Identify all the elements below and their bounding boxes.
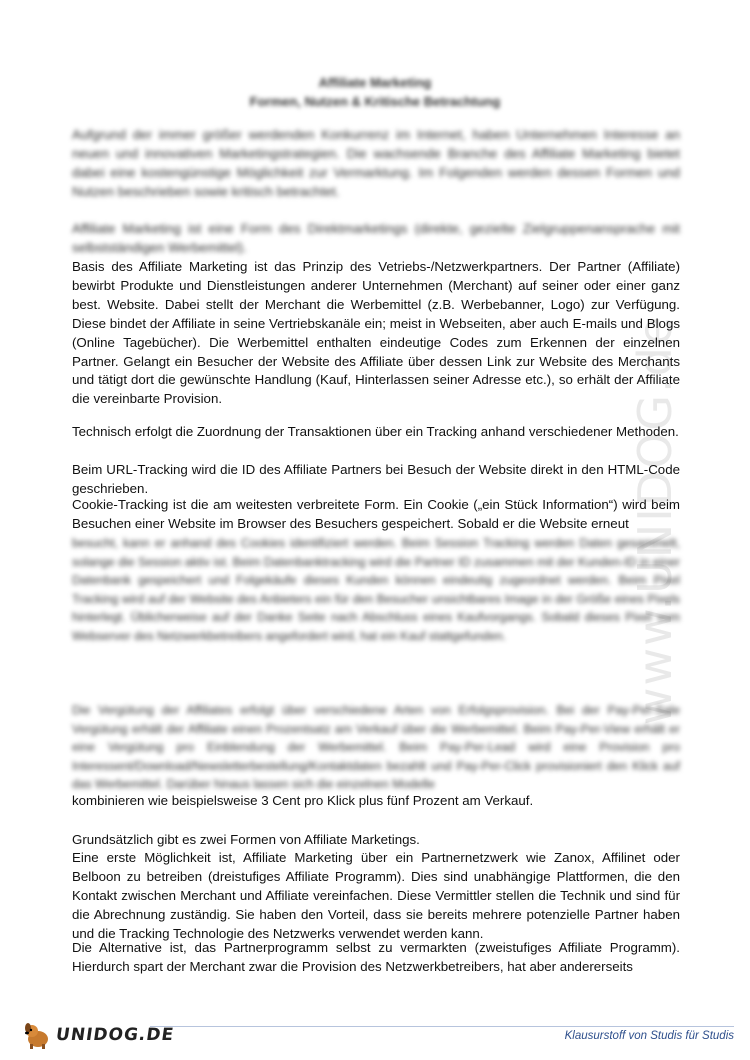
tracking-methods-paragraph: besucht, kann er anhand des Cookies identifiziert werden. Beim Session Tracking werden Daten gesammelt, solange die Session aktiv ist. Beim Datenbanktracking wird die Partner ID zusammen mit der Kunden-ID in einer Datenbank gespeichert und Folgekäufe dieses Kunden können eindeutig zugeordnet werden. Beim Pixel Tracking wird auf der Website des Anbieters ein für den Besucher unsichtbares Image in der Größe eines Pixels hinterlegt. Üblicherweise auf der Danke Seite nach Abschluss eines Kaufvorgangs. Sobald dieses Pixel vom Webserver des Netzwerkbetreibers angefordert wird, hat ein Kauf stattgefunden. [72,536,680,643]
document-subtitle: Formen, Nutzen & Kritische Betrachtung [249,94,501,109]
payment-clear-line: kombinieren wie beispielsweise 3 Cent pro Klick plus fünf Prozent am Verkauf. [72,793,534,808]
footer-divider [150,1026,734,1027]
payment-paragraph: Die Vergütung der Affiliates erfolgt über verschiedene Arten von Erfolgsprovision. Bei der Pay-Per-Sale Vergütung erhält der Affiliate einen Prozentsatz am Verkauf über die Werbemittel. Beim Pay-Per-View erhält er eine Vergütung pro Einblendung der Werbemittel. Beim Pay-Per-Lead wird eine Provision pro Interessent/Download/Newsletterbestellung/Kontaktdaten bezahlt und Pay-Per-Click provisioniert den Klick auf das Werbemittel. Darüber hinaus lassen sich die einzelnen Modelle [72,703,680,791]
document-page: www.UNIDOG.de Affiliate Marketing Formen, Nutzen & Kritische Betrachtung Aufgrund der immer größer werdenden Konkurrenz im Internet, haben Unternehmen Interesse an neuen und innovativen Marketingstrategien. Die wachsende Branche des Affiliate Marketing bietet dabei eine kostengünstige Möglichkeit zur Vermarktung. Im Folgenden werden dessen Formen und Nutzen beschrieben sowie kritisch betrachtet. Affiliate Marketing ist eine Form des Direktmarketings (direkte, gezielte Zielgruppenansprache mit selbstständigen Werbemittel). Basis des Affiliate Marketing ist das Prinzip des Vetriebs-/Netzwerkpartners. Der Partner (Affiliate) bewirbt Produkte und Dienstleistungen anderer Unternehmen (Merchant) auf seiner oder einer ganz best. Website. Dabei stellt der Merchant die Werbemittel (z.B. Werbebanner, Logo) zur Verfügung. Diese bindet der Affiliate in seine Vertriebskanäle ein; meist in Webseiten, aber auch E-mails und Blogs (Online Tagebücher). Die Werbemittel enthalten eindeutige Codes zum Erkennen der einzelnen Partner. Gelangt ein Besucher der Website des Affiliate über dessen Link zur Website des Merchants und tätigt dort die gewünschte Handlung (Kauf, Hinterlassen seiner Adresse etc.), so erhält der Affiliate die vereinbarte Provision. Technisch erfolgt die Zuordnung der Transaktionen über ein Tracking anhand verschiedener Methoden. Beim URL-Tracking wird die ID des Affiliate Partners bei Besuch der Website direkt in den HTML-Code geschrieben. Cookie-Tracking ist die am weitesten verbreitete Form. Ein Cookie („ein Stück Information“) wird beim Besuchen einer Website im Browser des Besuchers gespeichert. Sobald er die Website erneut besucht, kann er anhand des Cookies identifiziert werden. Beim Session Tracking werden Daten gesammelt, solange die Session aktiv ist. Beim Datenbanktracking wird die Partner ID zusammen mit der Kunden-ID in einer Datenbank gespeichert und Folgekäufe dieses Kunden können eindeutig zugeordnet werden. Beim Pixel Tracking wird auf der Website des Anbieters ein für den Besucher unsichtbares Image in der Größe eines Pixels hinterlegt. Üblicherweise auf der Danke Seite nach Abschluss eines Kaufvorgangs. Sobald dieses Pixel vom Webserver des Netzwerkbetreibers angefordert wird, hat ein Kauf stattgefunden. Die Vergütung der Affiliates erfolgt über verschiedene Arten von Erfolgsprovision. Bei der Pay-Per-Sale Vergütung erhält der Affiliate einen Prozentsatz am Verkauf über die Werbemittel. Beim Pay-Per-View erhält er eine Vergütung pro Einblendung der Werbemittel. Beim Pay-Per-Lead wird eine Provision pro Interessent/Download/Newsletterbestellung/Kontaktdaten bezahlt und Pay-Per-Click provisioniert den Klick auf das Werbemittel. Darüber hinaus lassen sich die einzelnen Modelle kombinieren wie beispielsweise 3 Cent pro Klick plus fünf Prozent am Verkauf. Grundsätzlich gibt es zwei Formen von Affiliate Marketings. Eine erste Möglichkeit ist, Affiliate Marketing über ein Partnernetzwerk wie Zanox, Affilinet oder Belboon zu betreiben (dreistufiges Affiliate Programm). Dies sind unabhängige Plattformen, die den Kontakt zwischen Merchant und Affiliate vereinfachen. Diese Vermittler stellen die Technik und sind für die Abrechnung zuständig. Sie haben den Vorteil, dass sie bereits mehrere potenzielle Partner haben und die Tracking Technologie des Netzwerks verwendet werden kann. Die Alternative ist, das Partnerprogramm selbst zu vermarkten (zweistufiges Affiliate Programm). Hierdurch spart der Merchant zwar die Provision des Netzwerkbetreibers, hat aber andererseits UNIDOG.DE Klausurstoff von Studis für Studis [0,0,750,1060]
intro-paragraph: Aufgrund der immer größer werdenden Konkurrenz im Internet, haben Unternehmen Interesse an neuen und innovativen Marketingstrategien. Die wachsende Branche des Affiliate Marketing bietet dabei eine kostengünstige Möglichkeit zur Vermarktung. Im Folgenden werden dessen Formen und Nutzen beschrieben sowie kritisch betrachtet. [72,127,680,199]
title-block [0,73,750,111]
dog-icon [22,1020,52,1050]
cookie-tracking-paragraph: Cookie-Tracking ist die am weitesten verbreitete Form. Ein Cookie („ein Stück Information“) wird beim Besuchen einer Website im Browser des Besuchers gespeichert. Sobald er die Website erneut [72,497,680,531]
alternative-paragraph: Die Alternative ist, das Partnerprogramm selbst zu vermarkten (zweistufiges Affiliate Programm). Hierdurch spart der Merchant zwar die Provision des Netzwerkbetreibers, hat aber andererseits [72,940,680,974]
forms-intro-paragraph: Grundsätzlich gibt es zwei Formen von Affiliate Marketings. [72,832,420,847]
definition-paragraph: Affiliate Marketing ist eine Form des Direktmarketings (direkte, gezielte Zielgruppenansprache mit selbstständigen Werbemittel). [72,221,680,255]
tracking-intro-paragraph: Technisch erfolgt die Zuordnung der Transaktionen über ein Tracking anhand verschiedener Methoden. [72,424,679,439]
forms-paragraph: Eine erste Möglichkeit ist, Affiliate Marketing über ein Partnernetzwerk wie Zanox, Affilinet oder Belboon zu betreiben (dreistufiges Affiliate Programm). Dies sind unabhängige Plattformen, die den Kontakt zwischen Merchant und Affiliate vereinfachen. Diese Vermittler stellen die Technik und sind für die Abrechnung zuständig. Sie haben den Vorteil, dass sie bereits mehrere potenzielle Partner haben und die Tracking Technologie des Netzwerks verwendet werden kann. [72,850,680,941]
footer-logo [22,1015,174,1055]
url-tracking-paragraph: Beim URL-Tracking wird die ID des Affiliate Partners bei Besuch der Website direkt in den HTML-Code geschrieben. [72,462,680,496]
footer-tagline: Klausurstoff von Studis für Studis [564,1030,734,1042]
document-title: Affiliate Marketing [318,75,432,90]
basis-paragraph: Basis des Affiliate Marketing ist das Prinzip des Vetriebs-/Netzwerkpartners. Der Partner (Affiliate) bewirbt Produkte und Dienstleistungen anderer Unternehmen (Merchant) auf seiner oder einer ganz best. Website. Dabei stellt der Merchant die Werbemittel (z.B. Werbebanner, Logo) zur Verfügung. Diese bindet der Affiliate in seine Vertriebskanäle ein; meist in Webseiten, aber auch E-mails und Blogs (Online Tagebücher). Die Werbemittel enthalten eindeutige Codes zum Erkennen der einzelnen Partner. Gelangt ein Besucher der Website des Affiliate über dessen Link zur Website des Merchants und tätigt dort die gewünschte Handlung (Kauf, Hinterlassen seiner Adresse etc.), so erhält der Affiliate die vereinbarte Provision. [72,259,680,407]
logo-text: UNIDOG.DE [54,1025,176,1045]
